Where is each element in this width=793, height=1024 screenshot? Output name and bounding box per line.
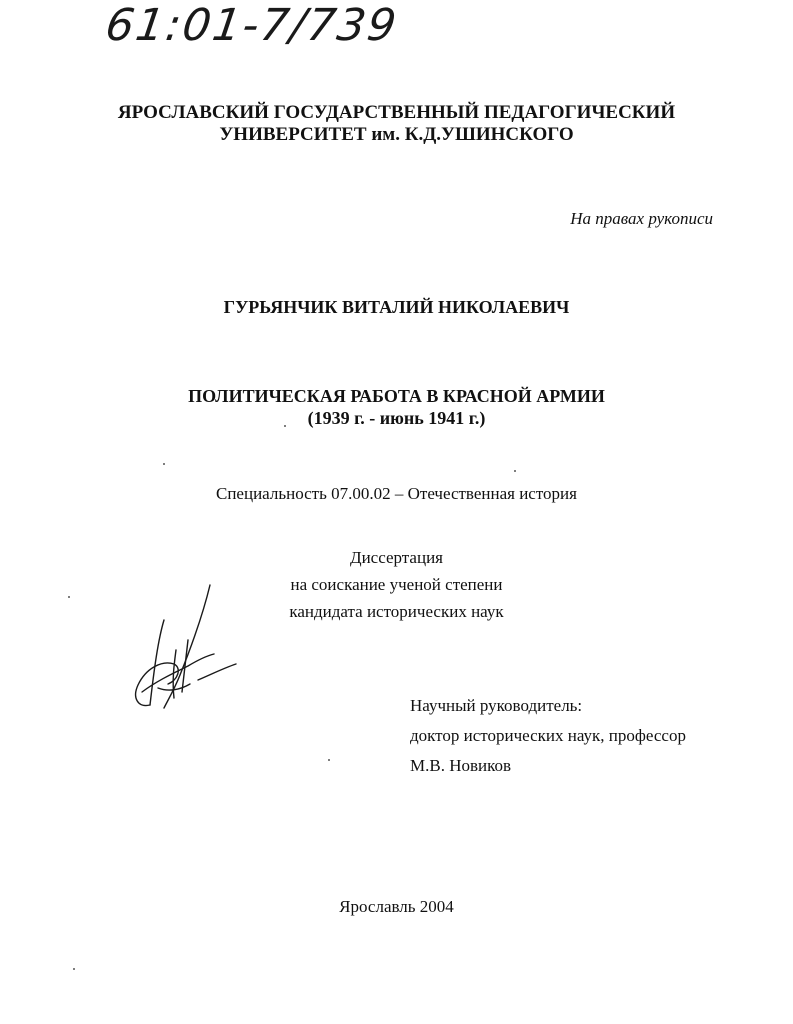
scan-speck <box>163 463 165 465</box>
supervisor-block <box>410 691 686 781</box>
rights-note: На правах рукописи <box>570 209 713 228</box>
scan-speck <box>514 470 516 472</box>
supervisor-credentials: доктор исторических наук, профессор <box>410 726 686 745</box>
author-name: ГУРЬЯНЧИК ВИТАЛИЙ НИКОЛАЕВИЧ <box>223 297 570 317</box>
handwritten-catalog-number: 61:01-7/739 <box>102 0 402 51</box>
supervisor-name: М.В. Новиков <box>410 756 512 775</box>
thesis-title-period: (1939 г. - июнь 1941 г.) <box>307 408 486 428</box>
degree-block <box>0 544 793 625</box>
scan-speck <box>328 759 330 761</box>
degree-line-2: на соискание ученой степени <box>290 575 503 594</box>
supervisor-label: Научный руководитель: <box>410 696 583 715</box>
degree-line-1: Диссертация <box>349 548 443 567</box>
scan-speck <box>73 968 75 970</box>
specialty: Специальность 07.00.02 – Отечественная история <box>216 484 577 503</box>
scan-speck <box>68 596 70 598</box>
university-name-line-1: ЯРОСЛАВСКИЙ ГОСУДАРСТВЕННЫЙ ПЕДАГОГИЧЕСКИЙ <box>117 102 676 123</box>
university-name-line-2: УНИВЕРСИТЕТ им. К.Д.УШИНСКОГО <box>219 124 574 145</box>
city-and-year: Ярославль 2004 <box>339 897 454 916</box>
university-name <box>0 102 793 146</box>
thesis-title-main: ПОЛИТИЧЕСКАЯ РАБОТА В КРАСНОЙ АРМИИ <box>188 386 605 406</box>
author-signature <box>128 580 248 715</box>
thesis-title <box>0 385 793 429</box>
degree-line-3: кандидата исторических наук <box>289 602 504 621</box>
scan-speck <box>284 425 286 427</box>
